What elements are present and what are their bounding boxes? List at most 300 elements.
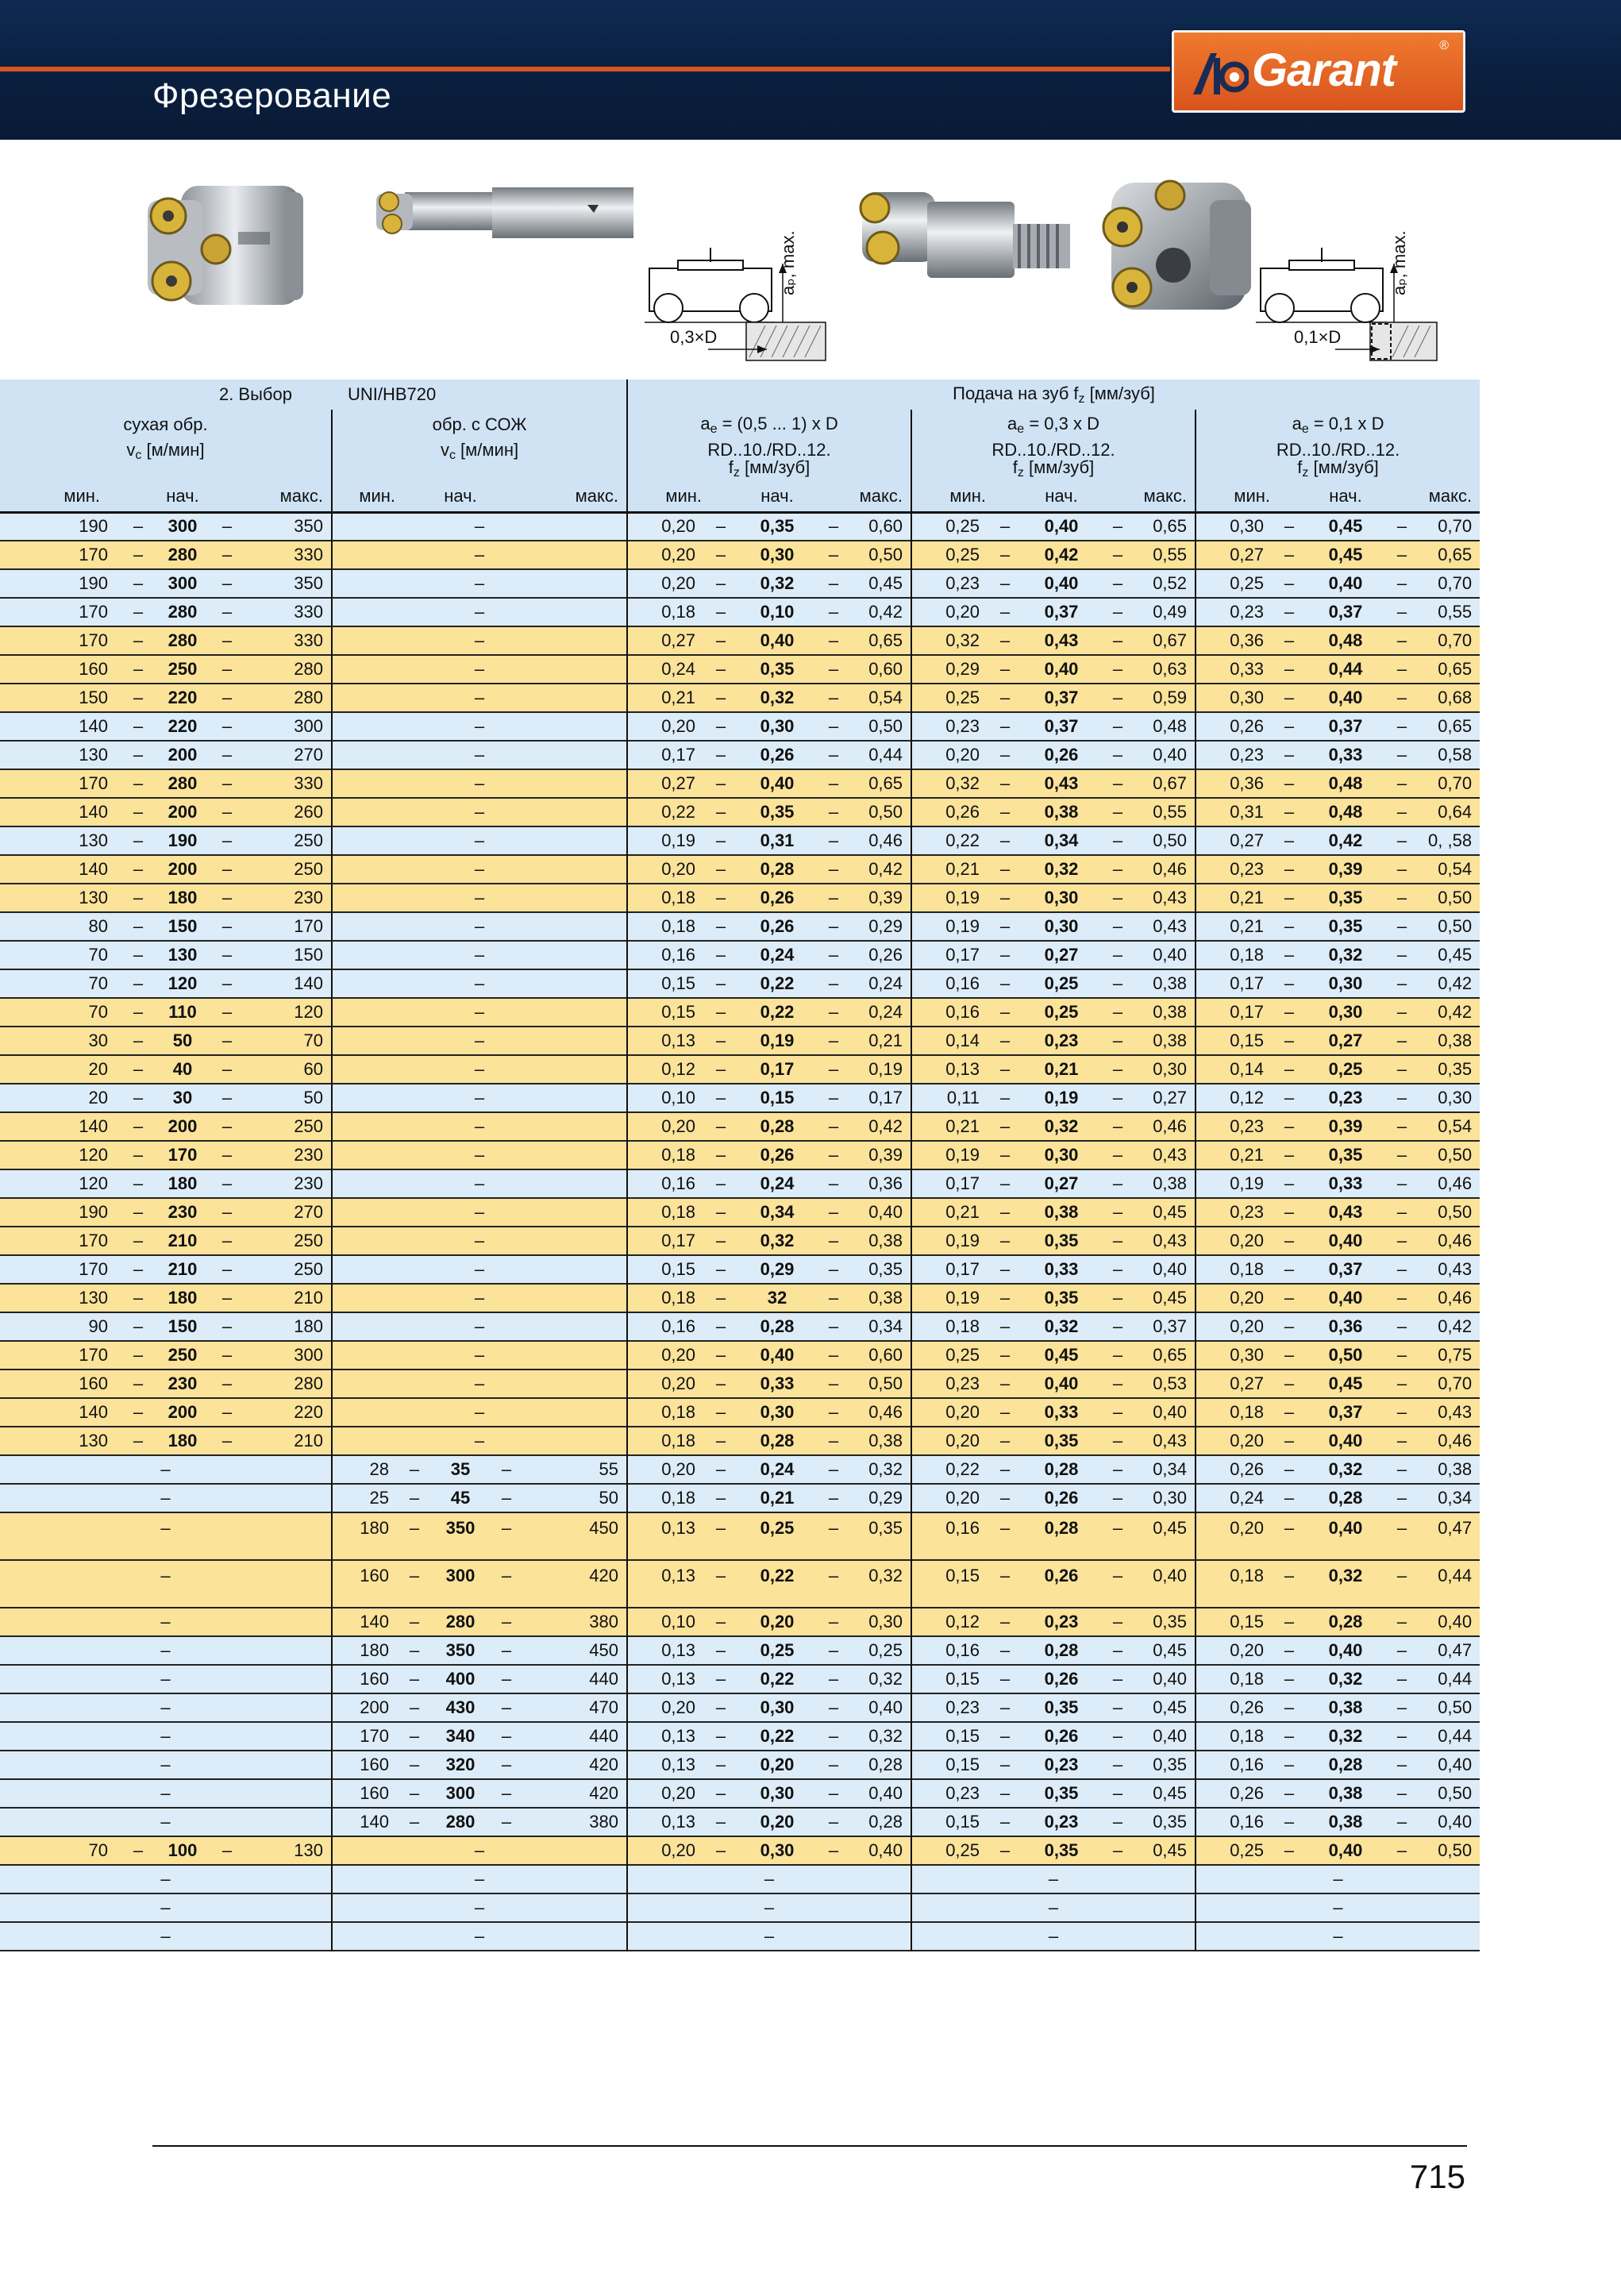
dry-speed-empty: – <box>160 1783 171 1803</box>
feed-ae-full-min: 0,27 <box>627 769 702 798</box>
feed-ae-full-max: 0,42 <box>868 1116 903 1136</box>
feed-ae-full-min: 0,20 <box>627 712 702 741</box>
dry-speed-min: 140 <box>79 802 108 822</box>
range-dash: – <box>715 1402 726 1422</box>
wet-speed-start: 300 <box>445 1566 476 1585</box>
feed-ae-full-min: 0,20 <box>627 512 702 541</box>
feed-ae-full-max: 0,46 <box>868 1402 903 1422</box>
range-dash: – <box>715 630 726 650</box>
dry-speed-empty: – <box>160 1869 171 1889</box>
wet-speed-start: 35 <box>450 1459 471 1479</box>
feed-ae-03-min: 0,20 <box>911 741 986 769</box>
dry-speed-start: 230 <box>167 1202 198 1222</box>
feed-ae-01-start: 0,38 <box>1328 1697 1363 1717</box>
range-dash: – <box>221 516 233 537</box>
feed-ae-full-start: 0,28 <box>760 1431 795 1450</box>
range-dash: – <box>1396 573 1407 593</box>
choice-label: 2. Выбор <box>218 384 292 404</box>
feed-ae-03-max: 0,45 <box>1153 1640 1188 1660</box>
range-dash: – <box>133 973 144 993</box>
feed-ae-01-max: 0,55 <box>1438 602 1473 622</box>
range-dash: – <box>221 773 233 793</box>
range-dash: – <box>999 573 1011 593</box>
range-dash: – <box>828 516 839 537</box>
range-dash: – <box>828 802 839 822</box>
dry-speed-max: 270 <box>294 745 323 765</box>
feed-ae-01-max: 0,58 <box>1438 745 1473 765</box>
wet-speed-empty: – <box>332 826 627 855</box>
range-dash: – <box>715 1755 726 1774</box>
col-min-header: мин. <box>627 482 702 512</box>
feed-ae-01-start: 0,30 <box>1328 1002 1363 1022</box>
feed-ae-01-min: 0,20 <box>1196 1427 1270 1455</box>
range-dash: – <box>1284 1288 1295 1308</box>
feed-ae-03-start: 0,35 <box>1044 1840 1079 1860</box>
range-dash: – <box>1396 1259 1407 1279</box>
col-start-header: нач. <box>1270 482 1421 512</box>
range-dash: – <box>1284 1202 1295 1222</box>
range-dash: – <box>133 1231 144 1250</box>
range-dash: – <box>133 1088 144 1108</box>
wet-speed-empty: – <box>332 1865 627 1893</box>
feed-ae-full-max: 0,50 <box>868 545 903 564</box>
feed-ae-03-start: 0,30 <box>1044 1145 1079 1165</box>
feed-ae-01-max: 0,42 <box>1438 1002 1473 1022</box>
range-dash: – <box>409 1640 420 1660</box>
feed-ae-01-max: 0,45 <box>1438 945 1473 965</box>
feed-ae-03-min: 0,25 <box>911 512 986 541</box>
feed-ae-03-min: 0,20 <box>911 1398 986 1427</box>
dry-speed-max: 250 <box>294 830 323 850</box>
feed-ae-01-start: 0,40 <box>1328 1640 1363 1660</box>
table-row <box>0 741 1480 769</box>
feed-ae-01-min: 0,18 <box>1196 1560 1270 1608</box>
feed-ae-full-start: 0,26 <box>760 745 795 765</box>
feed-ae-03-max: 0,30 <box>1153 1059 1188 1079</box>
range-dash: – <box>1396 1231 1407 1250</box>
range-dash: – <box>828 1840 839 1860</box>
range-dash: – <box>1284 1316 1295 1336</box>
range-dash: – <box>1112 688 1123 707</box>
feed-ae-03-min: 0,25 <box>911 684 986 712</box>
feed-ae-full-empty: – <box>627 1893 911 1922</box>
dry-speed-min: 140 <box>79 859 108 879</box>
range-dash: – <box>999 1116 1011 1136</box>
range-dash: – <box>1112 773 1123 793</box>
range-dash: – <box>1112 1116 1123 1136</box>
feed-ae-01-start: 0,28 <box>1328 1755 1363 1774</box>
range-dash: – <box>715 945 726 965</box>
feed-ae-01-max: 0,46 <box>1438 1231 1473 1250</box>
feed-ae-01-min: 0,23 <box>1196 741 1270 769</box>
feed-ae-03-max: 0,43 <box>1153 1231 1188 1250</box>
end-mill-shank-image <box>373 181 635 249</box>
range-dash: – <box>133 630 144 650</box>
dry-speed-min: 130 <box>79 888 108 907</box>
wet-speed-max: 440 <box>589 1669 619 1689</box>
feed-ae-03-max: 0,50 <box>1153 830 1188 850</box>
table-row <box>0 1255 1480 1284</box>
feed-ae-01-min: 0,17 <box>1196 998 1270 1027</box>
feed-ae-01-start: 0,44 <box>1328 659 1363 679</box>
ae-group-3-header: $a_e = 0,1$ x D <box>1196 410 1480 440</box>
feed-ae-full-min: 0,16 <box>627 1169 702 1198</box>
range-dash: – <box>409 1783 420 1803</box>
range-dash: – <box>1396 1345 1407 1365</box>
range-dash: – <box>828 573 839 593</box>
table-row <box>0 1027 1480 1055</box>
range-dash: – <box>828 1059 839 1079</box>
feed-ae-01-start: 0,37 <box>1328 1402 1363 1422</box>
range-dash: – <box>133 1116 144 1136</box>
feed-ae-full-start: 0,30 <box>760 545 795 564</box>
table-row <box>0 855 1480 884</box>
range-dash: – <box>501 1669 512 1689</box>
wet-speed-min: 28 <box>332 1455 395 1484</box>
range-dash: – <box>999 830 1011 850</box>
range-dash: – <box>1396 516 1407 537</box>
range-dash: – <box>828 1669 839 1689</box>
feed-ae-full-max: 0,29 <box>868 1488 903 1508</box>
feed-ae-01-start: 0,28 <box>1328 1612 1363 1631</box>
range-dash: – <box>715 716 726 736</box>
feed-ae-full-max: 0,38 <box>868 1288 903 1308</box>
range-dash: – <box>221 745 233 765</box>
feed-ae-full-min: 0,20 <box>627 1693 702 1722</box>
feed-ae-full-min: 0,16 <box>627 941 702 969</box>
dry-speed-start: 180 <box>167 888 198 907</box>
feed-ae-01-start: 0,50 <box>1328 1345 1363 1365</box>
range-dash: – <box>409 1488 420 1508</box>
range-dash: – <box>1284 1373 1295 1393</box>
feed-ae-01-empty: – <box>1196 1922 1480 1951</box>
table-row <box>0 1141 1480 1169</box>
dry-speed-max: 250 <box>294 1259 323 1279</box>
insert-fz-header-2: RD..10./RD..12. $f_z$ [мм/зуб] <box>911 440 1196 482</box>
feed-ae-full-max: 0,50 <box>868 716 903 736</box>
feed-ae-01-start: 0,40 <box>1328 573 1363 593</box>
ae-label: 0,1×D <box>1294 327 1342 347</box>
range-dash: – <box>133 545 144 564</box>
feed-ae-03-min: 0,29 <box>911 655 986 684</box>
feed-ae-01-min: 0,23 <box>1196 1198 1270 1227</box>
range-dash: – <box>221 1840 233 1860</box>
feed-ae-full-max: 0,24 <box>868 1002 903 1022</box>
wet-speed-min: 160 <box>332 1751 395 1779</box>
feed-ae-01-start: 0,25 <box>1328 1059 1363 1079</box>
feed-ae-03-min: 0,18 <box>911 1312 986 1341</box>
feed-ae-full-min: 0,20 <box>627 1370 702 1398</box>
range-dash: – <box>133 688 144 707</box>
col-min-header: мин. <box>332 482 395 512</box>
dry-speed-min: 90 <box>88 1316 108 1336</box>
feed-ae-03-max: 0,59 <box>1153 688 1188 707</box>
dry-speed-max: 280 <box>294 1373 323 1393</box>
range-dash: – <box>1112 802 1123 822</box>
feed-ae-03-max: 0,67 <box>1153 630 1188 650</box>
feed-ae-01-min: 0,30 <box>1196 684 1270 712</box>
wet-speed-empty: – <box>332 912 627 941</box>
feed-ae-01-start: 0,48 <box>1328 802 1363 822</box>
range-dash: – <box>828 1402 839 1422</box>
range-dash: – <box>1284 1783 1295 1803</box>
feed-ae-01-min: 0,19 <box>1196 1169 1270 1198</box>
range-dash: – <box>1396 1640 1407 1660</box>
dry-speed-min: 30 <box>88 1031 108 1050</box>
insert-fz-header-3: RD..10./RD..12. $f_z$ [мм/зуб] <box>1196 440 1480 482</box>
feed-ae-full-start: 0,22 <box>760 1566 795 1585</box>
feed-ae-01-max: 0,70 <box>1438 516 1473 537</box>
table-row <box>0 541 1480 569</box>
feed-ae-03-max: 0,43 <box>1153 888 1188 907</box>
range-dash: – <box>133 1173 144 1193</box>
wet-speed-empty: – <box>332 512 627 541</box>
range-dash: – <box>828 1783 839 1803</box>
dry-speed-min: 150 <box>79 688 108 707</box>
dry-speed-max: 210 <box>294 1431 323 1450</box>
range-dash: – <box>1284 1488 1295 1508</box>
feed-ae-01-start: 0,35 <box>1328 916 1363 936</box>
dry-speed-start: 110 <box>168 1002 197 1022</box>
wet-speed-empty: – <box>332 969 627 998</box>
range-dash: – <box>999 1669 1011 1689</box>
feed-ae-01-min: 0,26 <box>1196 1693 1270 1722</box>
range-dash: – <box>1112 1402 1123 1422</box>
dry-speed-empty: – <box>160 1755 171 1774</box>
range-dash: – <box>1112 745 1123 765</box>
feed-ae-full-max: 0,42 <box>868 602 903 622</box>
table-row <box>0 569 1480 598</box>
wet-speed-min: 25 <box>332 1484 395 1512</box>
range-dash: – <box>828 1518 839 1538</box>
range-dash: – <box>1284 1459 1295 1479</box>
feed-ae-01-max: 0,38 <box>1438 1031 1473 1050</box>
feed-ae-01-min: 0,18 <box>1196 1255 1270 1284</box>
dry-speed-start: 280 <box>167 630 198 650</box>
feed-ae-01-empty: – <box>1196 1865 1480 1893</box>
feed-ae-01-min: 0,30 <box>1196 512 1270 541</box>
range-dash: – <box>1284 1812 1295 1832</box>
range-dash: – <box>715 773 726 793</box>
feed-ae-full-start: 0,22 <box>760 1669 795 1689</box>
feed-ae-03-min: 0,11 <box>911 1084 986 1112</box>
feed-ae-01-start: 0,43 <box>1328 1202 1363 1222</box>
feed-ae-03-start: 0,35 <box>1044 1431 1079 1450</box>
range-dash: – <box>999 1145 1011 1165</box>
feed-ae-01-min: 0,31 <box>1196 798 1270 826</box>
feed-ae-full-start: 0,30 <box>760 1783 795 1803</box>
range-dash: – <box>828 1231 839 1250</box>
range-dash: – <box>409 1566 420 1585</box>
feed-ae-full-max: 0,32 <box>868 1459 903 1479</box>
dry-speed-max: 50 <box>303 1088 323 1108</box>
range-dash: – <box>1396 1566 1407 1585</box>
dry-speed-start: 230 <box>167 1373 198 1393</box>
feed-ae-01-max: 0,50 <box>1438 1840 1473 1860</box>
feed-ae-full-min: 0,16 <box>627 1312 702 1341</box>
feed-ae-full-start: 0,40 <box>760 630 795 650</box>
wet-speed-empty: – <box>332 1084 627 1112</box>
feed-ae-full-min: 0,24 <box>627 655 702 684</box>
range-dash: – <box>221 916 233 936</box>
feed-ae-full-max: 0,50 <box>868 1373 903 1393</box>
footer-rule <box>152 2145 1467 2147</box>
dry-speed-min: 70 <box>88 1840 108 1860</box>
range-dash: – <box>715 1488 726 1508</box>
feed-ae-01-max: 0,47 <box>1438 1518 1473 1538</box>
range-dash: – <box>999 1173 1011 1193</box>
feed-ae-03-max: 0,43 <box>1153 1431 1188 1450</box>
range-dash: – <box>715 1518 726 1538</box>
feed-ae-03-min: 0,17 <box>911 1255 986 1284</box>
range-dash: – <box>409 1697 420 1717</box>
range-dash: – <box>1284 659 1295 679</box>
feed-ae-full-min: 0,13 <box>627 1722 702 1751</box>
feed-ae-01-max: 0,50 <box>1438 888 1473 907</box>
range-dash: – <box>133 1316 144 1336</box>
range-dash: – <box>715 1669 726 1689</box>
range-dash: – <box>828 745 839 765</box>
wet-speed-start: 320 <box>445 1755 476 1774</box>
range-dash: – <box>1396 1202 1407 1222</box>
range-dash: – <box>999 516 1011 537</box>
range-dash: – <box>133 1145 144 1165</box>
table-row <box>0 1312 1480 1341</box>
feed-ae-03-start: 0,33 <box>1044 1402 1079 1422</box>
wet-speed-max: 420 <box>589 1755 619 1774</box>
range-dash: – <box>828 1812 839 1832</box>
range-dash: – <box>221 1345 233 1365</box>
feed-ae-01-start: 0,39 <box>1328 1116 1363 1136</box>
feed-ae-03-start: 0,28 <box>1044 1459 1079 1479</box>
feed-ae-full-min: 0,15 <box>627 1255 702 1284</box>
feed-ae-01-start: 0,33 <box>1328 1173 1363 1193</box>
feed-ae-03-min: 0,17 <box>911 1169 986 1198</box>
feed-ae-full-start: 0,17 <box>760 1059 795 1079</box>
range-dash: – <box>221 1145 233 1165</box>
range-dash: – <box>715 830 726 850</box>
feed-ae-03-max: 0,38 <box>1153 973 1188 993</box>
feed-ae-01-min: 0,27 <box>1196 541 1270 569</box>
feed-ae-01-start: 0,32 <box>1328 1566 1363 1585</box>
range-dash: – <box>1396 859 1407 879</box>
range-dash: – <box>1112 1840 1123 1860</box>
dry-machining-header: сухая обр. <box>123 414 208 434</box>
range-dash: – <box>1284 859 1295 879</box>
range-dash: – <box>1396 1116 1407 1136</box>
range-dash: – <box>1396 1783 1407 1803</box>
feed-ae-full-min: 0,20 <box>627 541 702 569</box>
feed-ae-03-min: 0,20 <box>911 1484 986 1512</box>
feed-ae-01-max: 0,42 <box>1438 973 1473 993</box>
range-dash: – <box>1396 1002 1407 1022</box>
range-dash: – <box>715 1431 726 1450</box>
dry-speed-start: 200 <box>167 1402 198 1422</box>
feed-ae-full-max: 0,28 <box>868 1755 903 1774</box>
range-dash: – <box>828 916 839 936</box>
range-dash: – <box>999 888 1011 907</box>
table-row <box>0 798 1480 826</box>
feed-ae-full-min: 0,13 <box>627 1027 702 1055</box>
feed-ae-full-min: 0,20 <box>627 1779 702 1808</box>
feed-ae-03-max: 0,40 <box>1153 1669 1188 1689</box>
col-start-header: нач. <box>702 482 853 512</box>
feed-ae-full-min: 0,18 <box>627 1484 702 1512</box>
feed-ae-full-max: 0,39 <box>868 1145 903 1165</box>
vc-dry-header: $v_c$ [м/мин] <box>126 440 205 462</box>
range-dash: – <box>133 573 144 593</box>
wet-speed-empty: – <box>332 1398 627 1427</box>
range-dash: – <box>828 1002 839 1022</box>
feed-ae-01-min: 0,20 <box>1196 1227 1270 1255</box>
range-dash: – <box>828 545 839 564</box>
range-dash: – <box>133 830 144 850</box>
range-dash: – <box>715 688 726 707</box>
feed-ae-01-max: 0,65 <box>1438 716 1473 736</box>
wet-speed-empty: – <box>332 1922 627 1951</box>
range-dash: – <box>1396 1697 1407 1717</box>
range-dash: – <box>1396 830 1407 850</box>
dry-speed-start: 50 <box>172 1031 193 1050</box>
feed-ae-03-empty: – <box>911 1865 1196 1893</box>
range-dash: – <box>1396 1373 1407 1393</box>
range-dash: – <box>1284 1669 1295 1689</box>
feed-ae-03-start: 0,21 <box>1044 1059 1079 1079</box>
feed-ae-03-max: 0,40 <box>1153 1726 1188 1746</box>
feed-ae-03-max: 0,45 <box>1153 1288 1188 1308</box>
feed-ae-full-max: 0,54 <box>868 688 903 707</box>
range-dash: – <box>1112 1088 1123 1108</box>
feed-ae-01-min: 0,16 <box>1196 1808 1270 1836</box>
feed-ae-03-min: 0,32 <box>911 626 986 655</box>
dry-speed-max: 230 <box>294 1145 323 1165</box>
feed-ae-01-max: 0,54 <box>1438 1116 1473 1136</box>
col-max-header: макс. <box>1421 482 1480 512</box>
range-dash: – <box>1112 945 1123 965</box>
range-dash: – <box>221 1002 233 1022</box>
dry-speed-min: 120 <box>79 1173 108 1193</box>
feed-ae-full-start: 0,35 <box>760 802 795 822</box>
feed-ae-03-start: 0,38 <box>1044 802 1079 822</box>
feed-ae-full-start: 0,34 <box>760 1202 795 1222</box>
feed-ae-01-max: 0,34 <box>1438 1488 1473 1508</box>
dry-speed-min: 130 <box>79 1431 108 1450</box>
range-dash: – <box>1396 802 1407 822</box>
wet-speed-empty: – <box>332 998 627 1027</box>
range-dash: – <box>715 1173 726 1193</box>
range-dash: – <box>715 1116 726 1136</box>
dry-speed-min: 20 <box>88 1059 108 1079</box>
range-dash: – <box>133 1402 144 1422</box>
table-row <box>0 712 1480 741</box>
range-dash: – <box>1396 1059 1407 1079</box>
range-dash: – <box>501 1640 512 1660</box>
range-dash: – <box>221 1259 233 1279</box>
range-dash: – <box>133 659 144 679</box>
range-dash: – <box>1112 1173 1123 1193</box>
feed-ae-03-min: 0,19 <box>911 1141 986 1169</box>
garant-logo-mark-icon <box>1190 45 1249 101</box>
range-dash: – <box>715 916 726 936</box>
range-dash: – <box>221 573 233 593</box>
range-dash: – <box>221 830 233 850</box>
table-row <box>0 1484 1480 1512</box>
feed-ae-01-max: 0,50 <box>1438 1202 1473 1222</box>
feed-ae-full-min: 0,13 <box>627 1665 702 1693</box>
feed-ae-01-max: 0,43 <box>1438 1259 1473 1279</box>
table-row <box>0 1722 1480 1751</box>
feed-ae-03-start: 0,28 <box>1044 1640 1079 1660</box>
